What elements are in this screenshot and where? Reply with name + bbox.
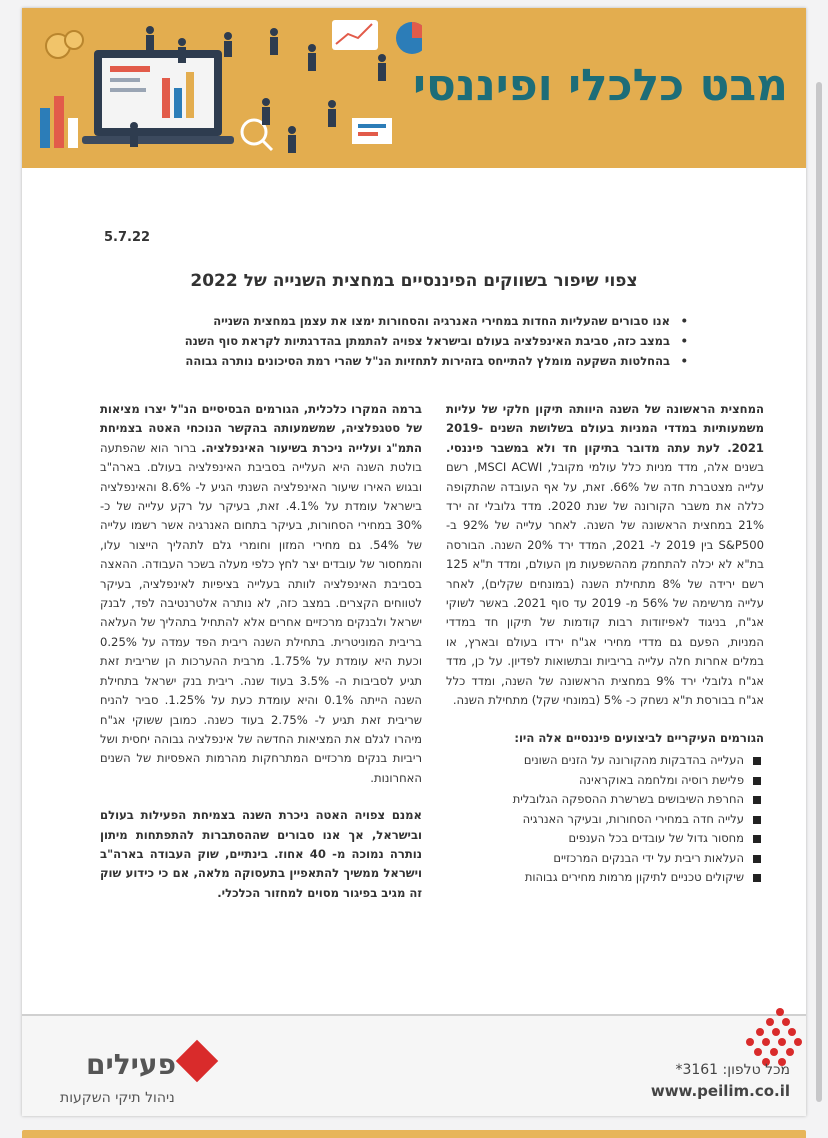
- factor-item: פלישת רוסיה ומלחמה באוקראינה: [446, 771, 764, 791]
- factor-item: העלאות ריבית על ידי הבנקים המרכזיים: [446, 849, 764, 869]
- left-column: [100, 400, 422, 921]
- contact-info: [620, 1062, 790, 1100]
- summary-bullet: • אנו סבורים שהעליות החדות במחירי האנרגיה והסחורות ימצו את עצמן במחצית השנייה: [88, 311, 688, 331]
- factors-list: [446, 751, 764, 888]
- finance-illustration: [22, 8, 422, 168]
- next-page-edge: [22, 1130, 806, 1138]
- factor-item: מחסור גדול של עובדים בכל הענפים: [446, 829, 764, 849]
- document-date: 5.7.22: [104, 230, 151, 245]
- dots-pattern-icon: [740, 1006, 804, 1070]
- header-banner: [22, 8, 806, 168]
- document-page: [22, 8, 806, 1116]
- summary-bullet: • בהחלטות השקעה מומלץ להתייחס בזהירות לתחזיות הנ"ל שהרי רמת הסיכונים נותרה גבוהה: [88, 351, 688, 371]
- factor-item: החרפת השיבושים בשרשרת ההספקה הגלובלית: [446, 790, 764, 810]
- factor-item: עלייה חדה במחירי הסחורות, ובעיקר האנרגיה: [446, 810, 764, 830]
- macro-text: ברור הוא שהפתעה בולטת השנה היא העלייה בסביבת האינפלציה בעולם. בארה"ב ובגוש האירו שיעור האינפלציה השנתי הגיע ל- 8.6% והאינפלציה בישראל עומדת על 4.1%. זאת, בעיקר על רקע עלייה של כ- 30% במחירי הסחורות, בעיקר בתחום האנרגיה אשר רשמו עלייה של 54%. גם מחירי המזון וחומרי גלם לתהליך הייצור עלו, והמחסור של עובדים יצר לחץ כלפי מעלה בשכר העבודה. ההאצה בסביבת האינפלציה לוותה בעלייה בציפיות לאינפלציה, בעיקר לטווחים הקצרים. במצב כזה, לא נותרה אלטרנטיבה לפד, לבנק ישראל ולבנקים מרכזיים אחרים אלא להתחיל בתהליך של העלאה בריבית המוניטרית. בתחילת השנה ריבית הפד עמדה על 0.25% וכעת היא עומדת על 1.75%. מרבית ההערכות הן שריבית זאת תגיע לסביבות ה- 3.5% בעוד שנה. ריבית בנק ישראל בתחילת השנה הייתה 0.1% והיא עומדת כעת על 1.25%. סביר להניח שריבית זאת תגיע ל- 2.75% בעוד כשנה. כמובן ששוקי אג"ח מיהרו לגלם את המציאות החדשה של אינפלציה גבוהה יחסית ושל ריביות בנקים מרכזיים המתרחקות מהרמות האפסיות של השנים האחרונות.: [100, 440, 423, 785]
- intro-paragraph: [446, 400, 764, 711]
- scrollbar[interactable]: [816, 82, 822, 1102]
- summary-bullet: • במצב כזה, סביבת האינפלציה בעולם ובישראל צפויה להתמתן בהדרגתיות לקראת סוף השנה: [88, 331, 688, 351]
- diamond-icon: [176, 1040, 218, 1082]
- brand-tagline: ניהול תיקי השקעות: [60, 1090, 175, 1106]
- intro-text: בשנים אלה, מדד מניות כלל עולמי מקובל, MSCI ACWI, רשם עלייה מצטברת חדה של 66%. זאת, על אף העובדה שהתקופה כללה את משבר הקורונה של שנת 2020. מדד גלובלי זה ירד 21% במחצית הראשונה של השנה. לאחר עלייה של 92% ב- S&P500 בין 2019 ל- 2021, המדד ירד 20% השנה. הבורסה בת"א לא יכלה להתחמק מההשפעות מן העולם, ומדד ת"א 125 רשם ירידה של 8% מתחילת השנה (במונחים שקלים), לאחר עלייה מרשימה של 56% מ- 2019 עד סוף 2021. באשר לשוקי אג"ח, בניגוד לאפיזודות רבות קודמות של תיקון חד במדדי המניות, הפעם גם מדדי מחירי אג"ח ירדו בעולם ובארץ, או במלים אחרות חלה עלייה בריביות ובתשואות לפדיון. על כן, מדד אג"ח גלובלי ירד 9% במחצית הראשונה של השנה, ומדד כלל אג"ח בבורסת ת"א נשחק כ- 5% (במונחי שקל) מתחילת השנה.: [446, 460, 765, 708]
- document-footer: [22, 1014, 806, 1116]
- macro-paragraph: [100, 400, 422, 788]
- peilim-logo: [42, 1030, 222, 1106]
- website-link[interactable]: www.peilim.co.il: [650, 1082, 790, 1100]
- factors-title: הגורמים העיקריים לביצועים פיננסיים אלה היו:: [514, 730, 764, 745]
- intro-bold: המחצית הראשונה של השנה היוותה תיקון חלקי של עליות משמעותיות במדדי המניות בעולם בשלושת השנים 2019-2021. לעת עתה מדובר בתיקון חד ולא במשבר פיננסי.: [446, 402, 764, 455]
- outlook-bold: אמנם צפויה האטה ניכרת השנה בצמיחת הפעילות בעולם ובישראל, אך אנו סבורים שההסתברות להתפתחות מיתון נותרה נמוכה מ- 40 אחוז. בינתיים, שוק העבודה בארה"ב וישראל ממשיך להתאפיין בתעסוקה מלאה, אם כי כידוע שוק זה מגיב בפיגור מסוים למחזור הכלכלי.: [100, 808, 422, 900]
- right-column: [446, 400, 764, 888]
- document-title: צפוי שיפור בשווקים הפיננסיים במחצית השנייה של 2022: [190, 271, 638, 291]
- newsletter-title: מבט כלכלי ופיננסי: [413, 60, 788, 111]
- brand-name: פעילים: [86, 1048, 176, 1081]
- summary-bullets: [88, 311, 688, 371]
- factor-item: שיקולים טכניים לתיקון מרמות מחירים גבוהות: [446, 868, 764, 888]
- phone-number: מכל טלפון: 3161*: [675, 1062, 790, 1078]
- macro-bold: ברמה המקרו כלכלית, הגורמים הבסיסיים הנ"ל יצרו מציאות של סטגפלציה, שמשמעותה בהקשר הנוכחי האטה בצמיחת התמ"ג ועלייה ניכרת בשיעור האינפלציה.: [100, 402, 422, 455]
- factor-item: העלייה בהדבקות מהקורונה על הזנים השונים: [446, 751, 764, 771]
- outlook-paragraph: [100, 806, 422, 903]
